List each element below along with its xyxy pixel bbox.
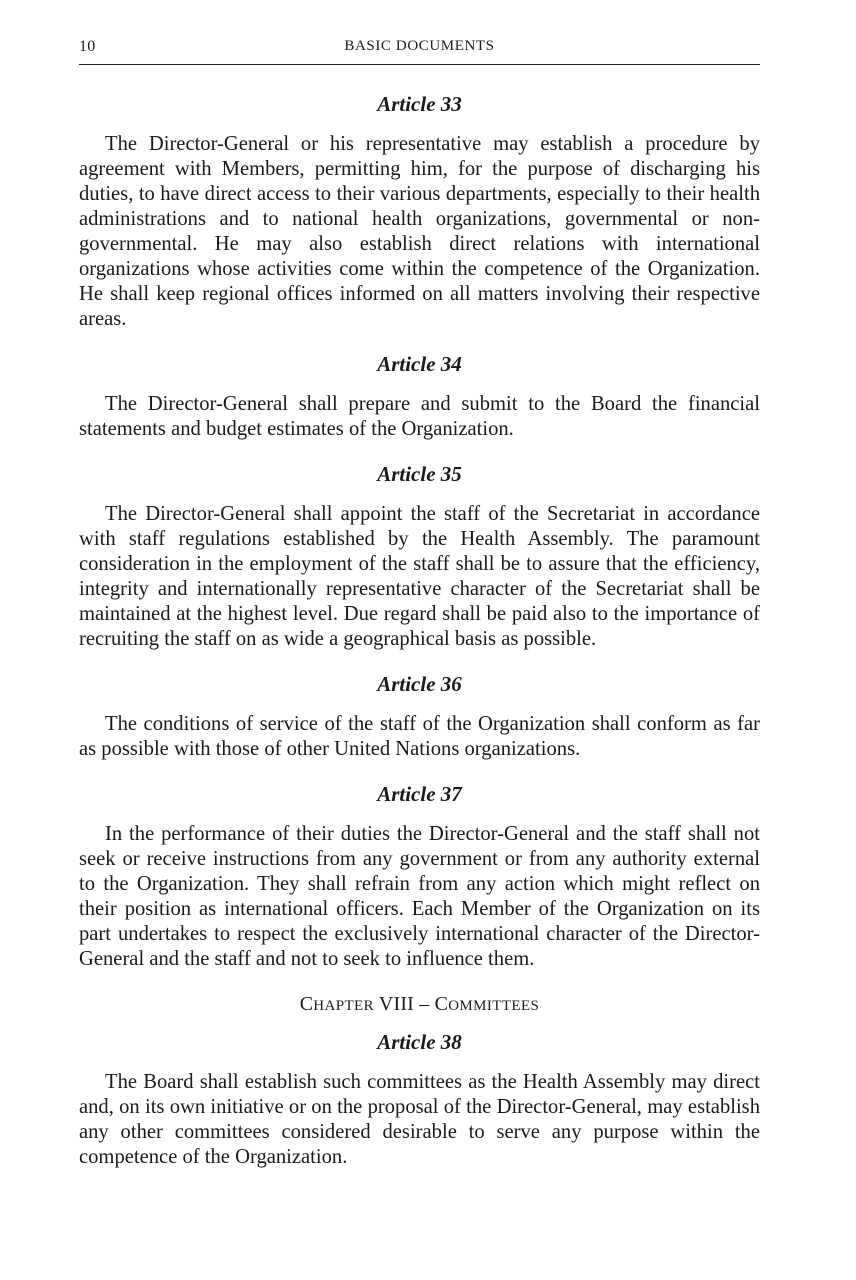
chapter-word: HAPTER (313, 998, 374, 1014)
page-number: 10 (79, 38, 96, 55)
article-title: Article 35 (377, 462, 462, 486)
chapter-name: OMMITTEES (448, 998, 540, 1014)
article-text: In the performance of their duties the Director-General and the staff shall not seek or receive instructions from any government or from any authority external to the Organization. They shall refrain from any action which might reflect on their position as international officers. Each Member of the Organization on its part undertakes to respect the exclusively international character of the Director-General and the staff and not to seek to influence them. (79, 823, 760, 970)
document-page (79, 0, 760, 1280)
article-title: Article 34 (377, 352, 462, 376)
article-text: The Director-General shall prepare and submit to the Board the financial statements and budget estimates of the Organization. (79, 393, 760, 440)
article-title: Article 33 (377, 92, 462, 116)
article-38 (79, 1030, 760, 1170)
article-title: Article 36 (377, 672, 462, 696)
article-36 (79, 672, 760, 762)
article-34 (79, 352, 760, 442)
article-text: The Board shall establish such committees as the Health Assembly may direct and, on its own initiative or on the proposal of the Director-General, may establish any other committees considered desirable to serve any purpose within the competence of the Organization. (79, 1071, 760, 1168)
chapter-number: VIII – (373, 993, 435, 1015)
article-text: The conditions of service of the staff of the Organization shall conform as far as possible with those of other United Nations organizations. (79, 713, 760, 760)
chapter-heading (79, 992, 760, 1019)
article-text: The Director-General or his representative may establish a procedure by agreement with Members, permitting him, for the purpose of discharging his duties, to have direct access to their various departments, especially to their health administrations and to national health organizations, governmental or non-governmental. He may also establish direct relations with international organizations whose activities come within the competence of the Organization. He shall keep regional offices informed on all matters involving their respective areas. (79, 133, 760, 330)
article-35 (79, 462, 760, 652)
running-header (79, 36, 760, 65)
chapter-name-initial: C (434, 993, 449, 1015)
article-title: Article 37 (377, 782, 462, 806)
chapter-initial: C (299, 993, 314, 1015)
document-body (79, 92, 760, 1190)
article-37 (79, 782, 760, 972)
article-text: The Director-General shall appoint the staff of the Secretariat in accordance with staff regulations established by the Health Assembly. The paramount consideration in the employment of the staff shall be to assure that the efficiency, integrity and internationally representative character of the Secretariat shall be maintained at the highest level. Due regard shall be paid also to the importance of recruiting the staff on as wide a geographical basis as possible. (79, 503, 760, 650)
running-title: BASIC DOCUMENTS (344, 38, 495, 54)
article-33 (79, 92, 760, 332)
article-title: Article 38 (377, 1030, 462, 1054)
